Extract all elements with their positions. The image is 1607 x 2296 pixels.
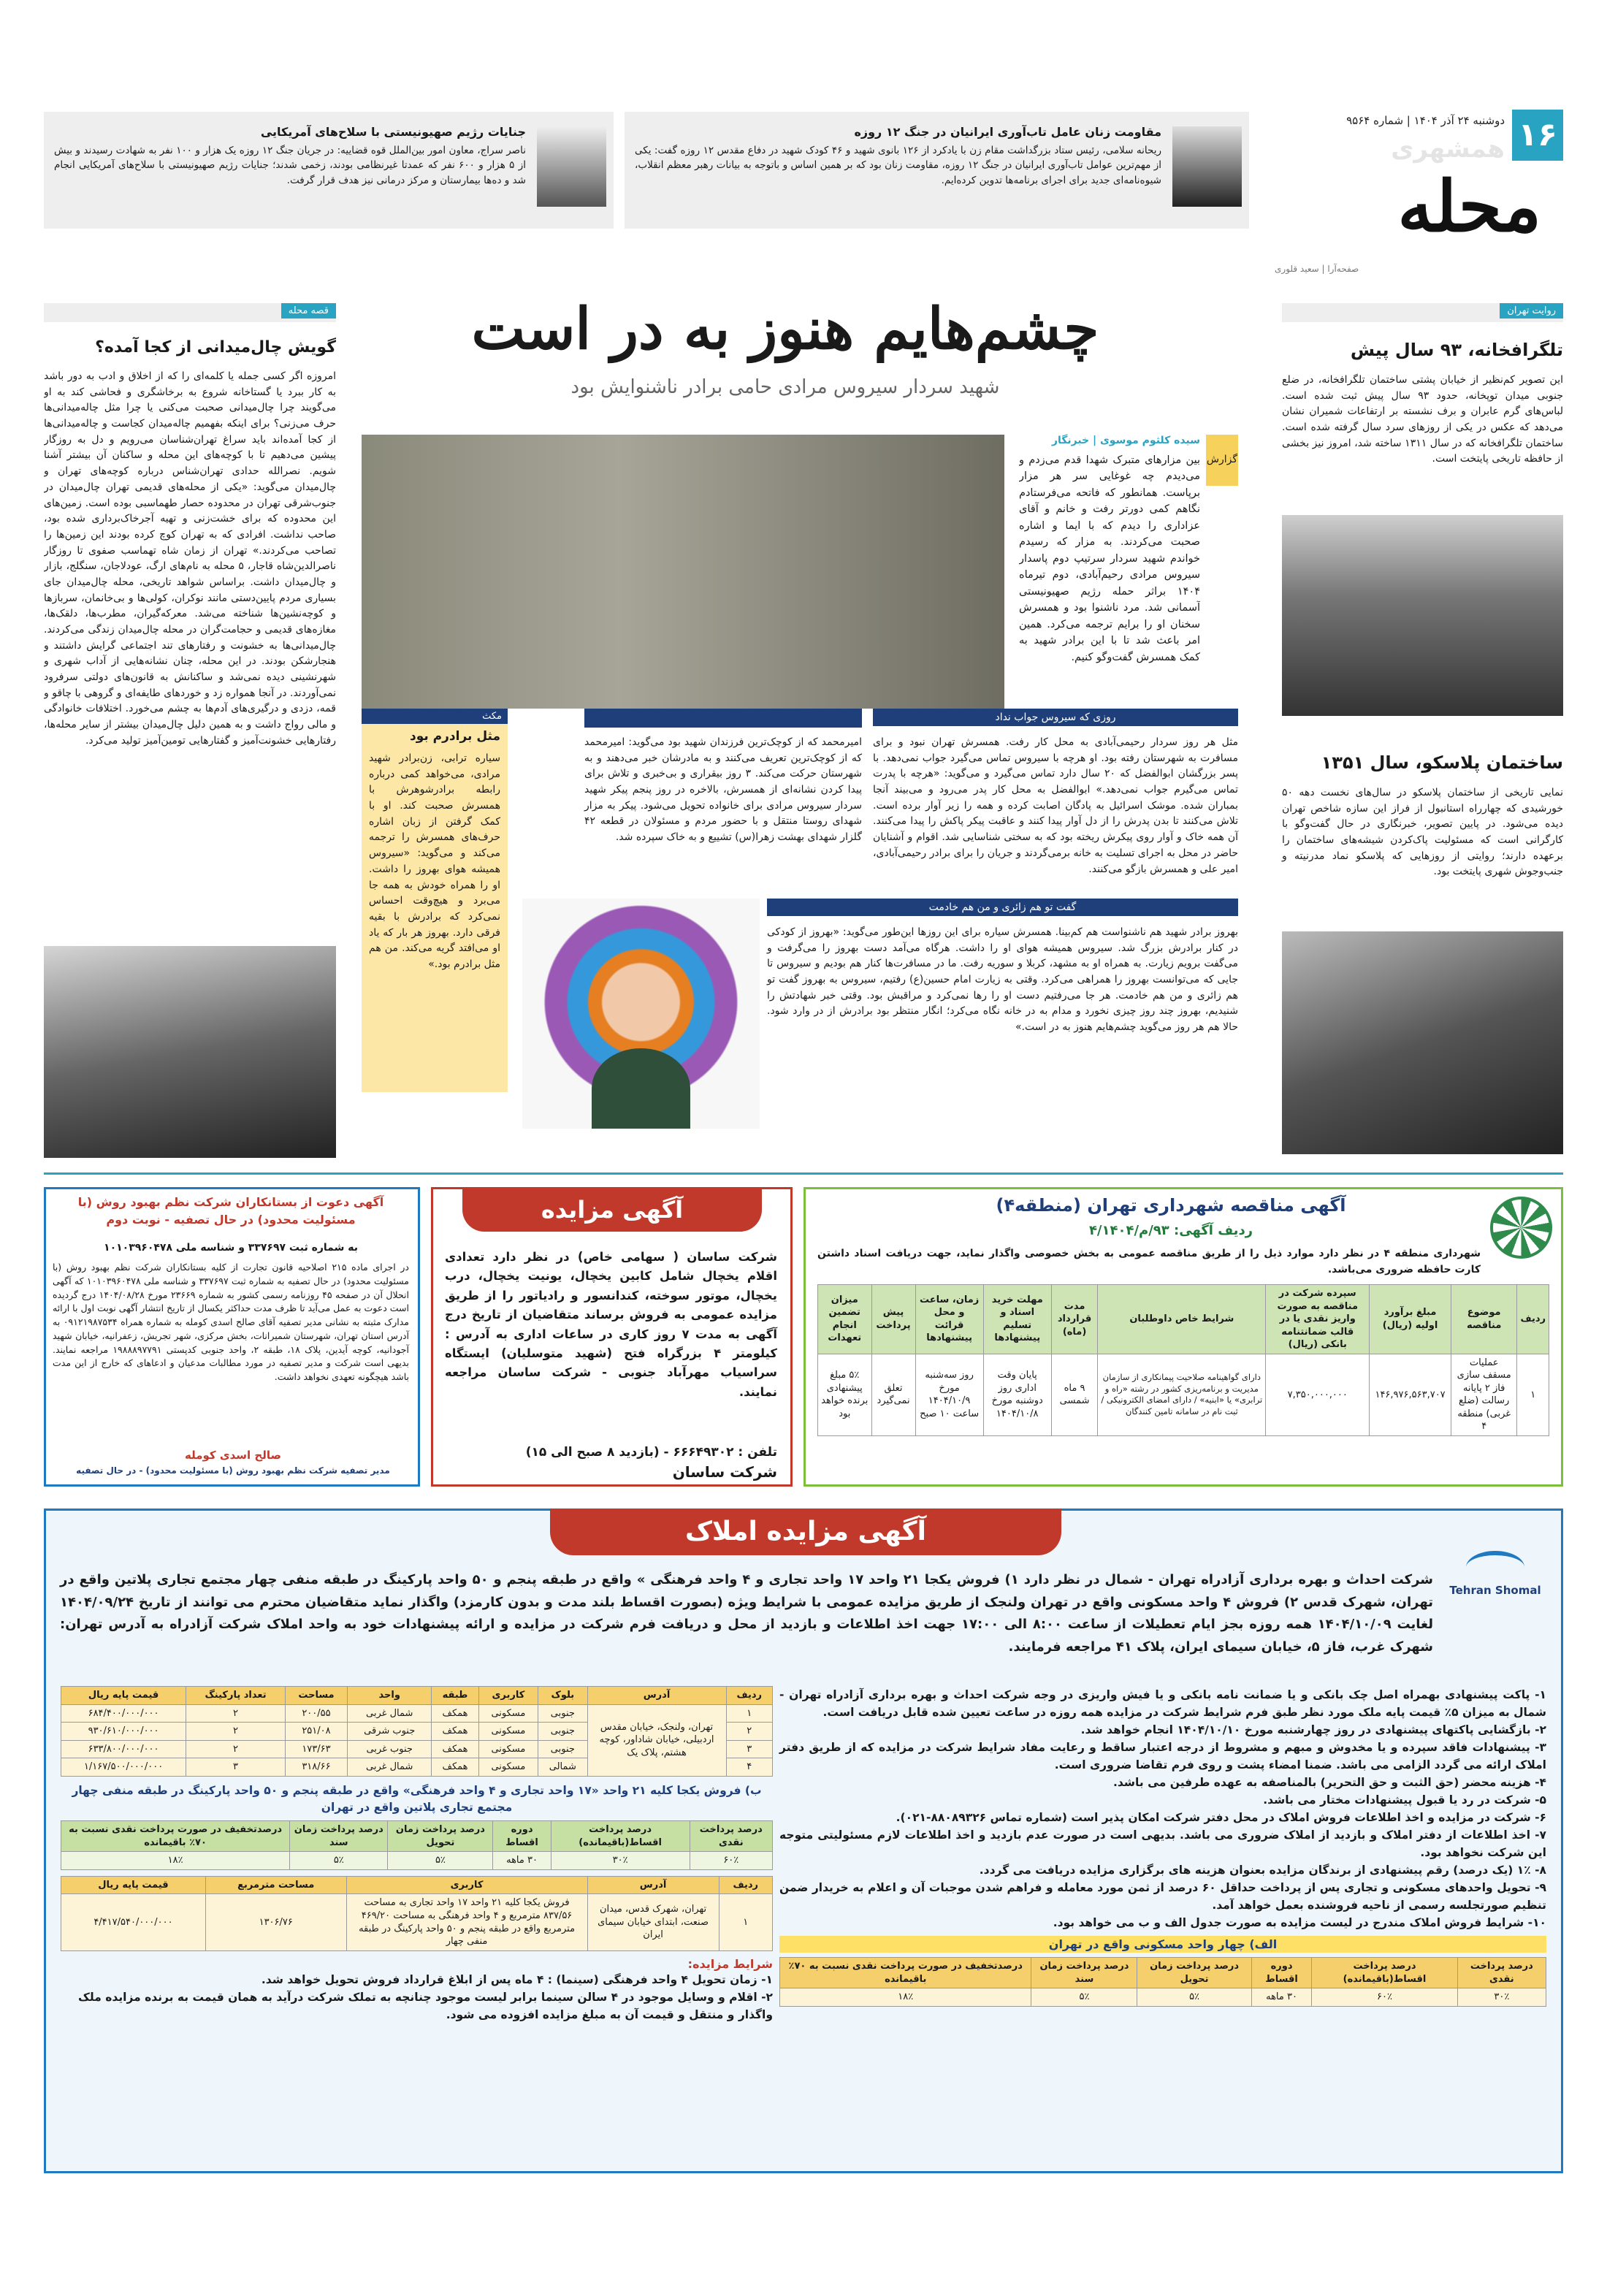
story-title: ساختمان پلاسکو، سال ۱۳۵۱: [1321, 752, 1563, 773]
martyr-portrait: [522, 899, 760, 1129]
th: کاربری: [478, 1687, 538, 1705]
auction-notice: [431, 1187, 793, 1487]
liquidation-notice: [44, 1187, 420, 1487]
td: ۱: [726, 1704, 772, 1723]
th: ردیف: [726, 1687, 772, 1705]
td: ۹ ماه شمسی: [1051, 1354, 1098, 1435]
page-header: [1275, 110, 1563, 274]
story-body: این تصویر کم‌نظیر از خیابان پشتی ساختمان تلگرافخانه، در ضلع جنوبی میدان توپخانه، حدود ۹۳ سال پیش ثبت شده است. لباس‌های گرم عابران و برف نشسته بر ارتفاعات شمیران نشان می‌دهد که عکس در یکی از روزهای سرد سال گرفته شده است. ساختمان تلگرافخانه که در سال ۱۳۱۱ ساخته شد، امروز نیز بخشی از حافظه تاریخی پایتخت است.: [1282, 374, 1563, 465]
issue-date: دوشنبه ۲۴ آذر ۱۴۰۴ | شماره ۹۵۶۴: [1346, 114, 1505, 127]
tender-title: آگهی مناقصه شهرداری تهران (منطقه۴): [996, 1195, 1346, 1216]
th: دوره اقساط: [493, 1821, 551, 1852]
story-text: بهروز برادر شهید هم ناشنواست هم کم‌بینا. همسرش سیاره برای این روزها این‌طور می‌گوید: «بهروز از کودکی در کنار برادرش بزرگ شد. سیروس همیشه هوای او را داشت. هرگاه می‌آمد دست بهروز را می‌گرفت و می‌گفت برویم زیارت. به همراه او به مشهد، کربلا و سوریه رفت. ما در مسافرت‌ها کنار هم بودیم و سیروس تا جایی که می‌توانست بهروز را همراهی می‌کرد. وقتی به زیارت امام حسین(ع) رفتیم، سیروس به بهروز گفت تو هم زائری و من هم خادمت. هر جا می‌رفتیم دست او را رها نمی‌کرد و مراقبش بود. وقتی خبر شهادتش را شنیدیم، بهروز چند روز چیزی نخورد و مدام به در خانه نگاه می‌کرد؛ انگار منتظر بود برادرش از در وارد شود. حالا هم هر روز می‌گوید چشم‌هایم هنوز به در است.»: [767, 926, 1238, 1034]
th: ردیف: [1517, 1285, 1549, 1354]
tender-table: [817, 1284, 1549, 1436]
td: ۴/۴۱۷/۵۴۰/۰۰۰/۰۰۰: [61, 1894, 206, 1950]
td: شمالی: [538, 1758, 587, 1777]
news-title: مقاومت زنان عامل تاب‌آوری ایرانیان در جنگ ۱۲ روزه: [854, 125, 1161, 139]
td: ۱۸٪: [61, 1852, 290, 1870]
estate-tables: [61, 1686, 773, 2024]
condition: ۱۰- شرایط فروش املاک مندرج در لیست مزایده به صورت جدول الف و ب می خواهد بود.: [1053, 1916, 1546, 1930]
th: بلوک: [538, 1687, 587, 1705]
th: طبقه: [432, 1687, 478, 1705]
td: ۶۸۴/۴۰۰/۰۰۰/۰۰۰: [61, 1704, 186, 1723]
news-title: جنایات رژیم صهیونیستی با سلاح‌های آمریکایی: [260, 125, 526, 139]
td: همکف: [432, 1758, 478, 1777]
liq-reg: به شماره ثبت ۳۳۷۶۹۷ و شناسه ملی ۱۰۱۰۳۹۶۰۴۷۸: [104, 1242, 358, 1254]
td: ۶۰٪: [1312, 1988, 1457, 2007]
td: ۳۰٪: [1457, 1988, 1546, 2007]
main-subtitle: شهید سردار سیروس مرادی حامی برادر ناشنوایش بود: [570, 376, 1000, 398]
paper-name: همشهری: [1391, 134, 1505, 164]
condition: ۴- هزینه محضر (حق الثبت و حق التحریر) بالمناصفه به عهده طرفین می باشد.: [1112, 1776, 1546, 1790]
td: مسکونی: [478, 1740, 538, 1758]
main-headline: چشم‌هایم هنوز به در است: [471, 296, 1099, 362]
th: واحد: [347, 1687, 431, 1705]
th: شرایط خاص داوطلبان: [1098, 1285, 1266, 1354]
quote-title: مثل برادرم بود: [410, 729, 500, 744]
td: ۱: [719, 1894, 772, 1950]
th: مدت قرارداد (ماه): [1051, 1285, 1098, 1354]
th: مبلغ برآورد اولیه (ریال): [1370, 1285, 1451, 1354]
td: ۳۰ ماهه: [493, 1852, 551, 1870]
td: ۲: [186, 1740, 286, 1758]
th: تعداد پارکینگ: [186, 1687, 286, 1705]
condition: ۲- بازگشایی پاکتهای پیشنهادی در روز چهارشنبه مورخ ۱۴۰۴/۱۰/۱۰ انجام خواهد شد.: [1080, 1723, 1546, 1737]
td: ۵٪ مبلغ پیشنهادی برنده خواهد بود: [818, 1354, 872, 1435]
news-body: ناصر سراج، معاون امور بین‌الملل قوه قضاییه: در جریان جنگ ۱۲ روزه یک هزار و ۱۰۰ نفر به شهادت رسیدند و بیش از ۵ هزار و ۶۰۰ نفر که عمدتا غیرنظامی بودند، زخمی شدند؛ جنایات رژیم صهیونیستی با سلاح‌های آمریکایی انجام شد و ده‌ها بیمارستان و مرکز درمانی نیز هدف قرار گرفت.: [54, 145, 527, 186]
res-terms-table: [779, 1957, 1546, 2007]
td: همکف: [432, 1704, 478, 1723]
story-part-2: [584, 709, 862, 899]
td: ۱۴۶,۹۷۶,۵۶۳,۷۰۷: [1370, 1354, 1451, 1435]
th: آدرس: [587, 1687, 726, 1705]
liq-sign-sub: مدیر تصفیه شرکت نظم بهبود روش (با مسئولیت محدود) - در حال تصفیه: [76, 1465, 390, 1476]
tender-notice: [804, 1187, 1563, 1487]
th: مساحت: [285, 1687, 347, 1705]
th: قیمت پایه ریال: [61, 1876, 206, 1894]
td: ۱۷۳/۶۳: [285, 1740, 347, 1758]
td: تعلق نمی‌گیرد: [871, 1354, 915, 1435]
td: روز سه‌شنبه مورخ ۱۴۰۴/۱۰/۹ ساعت ۱۰ صبح: [915, 1354, 983, 1435]
td: جنوب غربی: [347, 1740, 431, 1758]
res-caption: الف) چهار واحد مسکونی واقع در تهران: [779, 1936, 1546, 1953]
td: ۳۰٪: [551, 1852, 690, 1870]
th: مساحت مترمربع: [205, 1876, 346, 1894]
liq-body: در اجرای ماده ۲۱۵ اصلاحیه قانون تجارت از کلیه بستانکاران شرکت نظم بهبود روش (با مسئولیت محدود) در حال تصفیه به شماره ثبت ۳۳۷۶۹۷ و شناسه ملی ۱۰۱۰۳۹۶۰۴۷۸ که آگهی انحلال آن در صفحه ۴۵ روزنامه رسمی کشور به شماره ۲۳۶۶۹ مورخ ۱۴۰۴/۰۸/۲۸ درج گردیده است دعوت به عمل می‌آید تا ظرف مدت حداکثر یکسال از تاریخ انتشار آگهی نوبت اول با ارائه مدارک مثبته به نشانی مدیر تصفیه آقای صالح اسدی کومله به شماره همراه ۰۹۱۲۱۹۸۷۵۳۴ به آدرس استان تهران، شهرستان شمیرانات، بخش مرکزی، شهر تجریش، زعفرانیه، خیابان شهید آجودانیه، کوچه آیدین، پلاک ۱۸، طبقه ۲، واحد جنوبی کدپستی ۱۹۸۸۸۹۷۷۹۱ مراجعه نمایند. بدیهی است شرکت و مدیر تصفیه در مورد مطالبات مدعیان و ادعاهای که خارج از این مدت باشد هیچگونه تعهدی نخواهد داشت.: [53, 1262, 409, 1382]
page-number: ۱۶: [1512, 110, 1563, 161]
quote-tag: مکث: [362, 709, 508, 724]
td: پایان وقت اداری روز دوشنبه مورخ ۱۴۰۴/۱۰/۸: [983, 1354, 1051, 1435]
td: همکف: [432, 1723, 478, 1741]
td: ۲: [186, 1723, 286, 1741]
td: ۶۰٪: [690, 1852, 772, 1870]
estate-conditions: [779, 1686, 1546, 2007]
story-text: مثل هر روز سردار رحیمی‌آبادی به محل کار رفت. همسرش تهران نبود و برای مسافرت به شهرستان رفته بود. او هرچه با سیروس تماس می‌گیرد جواب نمی‌دهد. با پسر بزرگشان ابوالفضل که ۲۰ سال دارد تماس می‌گیرد و می‌گوید: «هرچه با پدرت تماس می‌گیرم جواب نمی‌دهد.» ابوالفضل به محل کار پدر می‌رود و می‌بیند آنجا بمباران شده. موشک اسرائیل به پادگان اصابت کرده و همه را زیر آوار برده است. تلاش می‌کنند تا بدن پدرش را از دل آوار پیدا کنند و عاقبت پیکر پاکش را پیدا می‌کنند. آن همه خاک و آوار روی پیکرش ریخته بود که به سختی شناسایی شد. اقوام و آشنایان حاضر در محل به اجرای تسلیت به خانه برمی‌گردند و جریان را برای برادر رحیمی‌آبادی، امیر علی و همسرش بازگو می‌کنند.: [873, 736, 1238, 875]
td: ۵٪: [290, 1852, 388, 1870]
logo-text: Tehran Shomal: [1449, 1584, 1541, 1597]
story-body: نمایی تاریخی از ساختمان پلاسکو در سال‌های نخست دهه ۵۰ خورشیدی که چهارراه استانبول از فراز این سازه شاخص تهران دیده می‌شود. در پایین تصویر، خبرنگاری در حال گفت‌وگو با کارگرانی است که مسئولیت پاک‌کردن شیشه‌های ساختمان را برعهده دارند؛ روایتی از روزهایی که پلاسکو نماد مدرنیته و جنب‌وجوش شهری پایتخت بود.: [1282, 787, 1563, 878]
condition: ۶- شرکت در مزایده و اخذ اطلاعات فروش املاک در محل دفتر شرکت امکان پذیر است (شماره تماس ۸۸۰۸۹۳۲۶-۰۲۱).: [896, 1811, 1546, 1825]
td: مسکونی: [478, 1758, 538, 1777]
td: همکف: [432, 1740, 478, 1758]
telegraph-photo: [1282, 515, 1563, 716]
report: [1019, 435, 1238, 709]
th: درصد پرداخت اقساط(باقیمانده): [551, 1821, 690, 1852]
auction-title: آگهی مزایده: [462, 1188, 762, 1232]
news-photo: [1172, 126, 1242, 207]
estate-auction: [44, 1509, 1563, 2173]
th: دوره اقساط: [1251, 1958, 1312, 1988]
td: مسکونی: [478, 1704, 538, 1723]
news-body: ریحانه سلامی، رئیس ستاد بزرگداشت مقام زن با یادکرد از ۱۲۶ بانوی شهید و ۴۶ کودک شهید در دفاع مقدس ۱۲ روزه گفت: یکی از مهم‌ترین عوامل تاب‌آوری ایرانیان در جنگ ۱۲ روزه، مقاومت زنان بود که بر همین اساس و باتوجه به بیانات رهبر معظم انقلاب، شیوه‌نامه‌ای جدید برای اجرای برنامه‌ها تدوین کرده‌ایم.: [635, 145, 1162, 186]
td: دارای گواهینامه صلاحیت پیمانکاری از سازمان مدیریت و برنامه‌ریزی کشور در رشته «راه و ترابری» یا «ابنیه» / دارای امضای الکترونیکی / ثبت نام در سامانه تامین کنندگان: [1098, 1354, 1266, 1435]
td: فروش یکجا کلیه ۲۱ واحد ۱۷ واحد تجاری به مساحت ۸۳۷/۵۶ مترمربع و ۴ واحد فرهنگی به مساحت ۴۶۹/۲۰ مترمربع واقع در طبقه پنجم و ۵۰ واحد پارکینگ در طبقه منفی چهار: [346, 1894, 587, 1950]
tehran-narrative: [1282, 303, 1563, 1180]
td: ۲۰۰/۵۵: [285, 1704, 347, 1723]
th: درصدتخفیف در صورت پرداخت نقدی نسبت به ۷۰٪ باقیمانده: [61, 1821, 290, 1852]
td: ۴: [726, 1758, 772, 1777]
td: ۷,۳۵۰,۰۰۰,۰۰۰: [1266, 1354, 1370, 1435]
td: ۱: [1517, 1354, 1549, 1435]
th: موضوع مناقصه: [1451, 1285, 1517, 1354]
plasco-photo: [1282, 931, 1563, 1154]
th: پیش پرداخت: [871, 1285, 915, 1354]
condition: ۱- پاکت پیشنهادی بهمراه اصل چک بانکی و یا ضمانت نامه بانکی و یا فیش واریزی در وجه شرکت احداث و بهره برداری آزادراه تهران - شمال به میزان ۵٪ قیمت پایه ملک مورد نظر طبق فرم شرایط شرکت در مزایده همه روزه در ساعت تعیین شده قابل دریافت است.: [779, 1688, 1546, 1720]
td: جنوبی: [538, 1704, 587, 1723]
top-news-1: [625, 112, 1249, 229]
td: ۹۳۰/۶۱۰/۰۰۰/۰۰۰: [61, 1723, 186, 1741]
td: ۵٪: [388, 1852, 493, 1870]
estate-title: آگهی مزایده املاک: [550, 1509, 1061, 1555]
section-tag: روایت تهران: [1500, 303, 1563, 319]
td: شمال غربی: [347, 1704, 431, 1723]
td: ۳: [186, 1758, 286, 1777]
tehran-shomal-logo: [1444, 1551, 1546, 1631]
td: شمال غربی: [347, 1758, 431, 1777]
story-title: تلگرافخانه، ۹۳ سال پیش: [1350, 340, 1563, 360]
tender-ref: ردیف آگهی: ۹۳/م/۴/۱۴۰۴: [1088, 1223, 1253, 1238]
special-title: شرایط مزایده:: [687, 1956, 773, 1971]
td: ۱۸٪: [780, 1988, 1031, 2007]
com-caption: ب) فروش یکجا کلیه ۲۱ واحد «۱۷ واحد تجاری و ۴ واحد فرهنگی» واقع در طبقه پنجم و ۵۰ واحد پارکینگ در طبقه منفی چهار مجتمع تجاری پلاتین واقع در تهران: [72, 1783, 762, 1814]
story-part-3: [767, 899, 1238, 1147]
liq-title: آگهی دعوت از بستانکاران شرکت نظم بهبود روش (با مسئولیت محدود) در حال تصفیه - نوبت دوم: [77, 1195, 384, 1227]
report-body: بین مزارهای متبرک شهدا قدم می‌زدم و می‌دیدم چه غوغایی سر هر مزار برپاست. همانطور که فاتحه می‌فرستادم نگاهم کمی دورتر رفت و خانم و آقای عزاداری را دیدم که با ایما و اشاره صحبت می‌کردند. به مزار که رسیدم خواندم شهید سردار سرتیپ دوم پاسدار سیروس مرادی رحیم‌آبادی، دوم تیرماه ۱۴۰۴ براثر حمله رژیم صهیونیستی آسمانی شد. مرد ناشنوا بود و همسرش سخنان او را برایم ترجمه می‌کرد. همین امر باعث شد تا با این برادر شهید به کمک همسرش گفت‌وگو کنیم.: [1019, 454, 1200, 663]
td: جنوبی: [538, 1740, 587, 1758]
page-editor: صفحه‌آرا | سعید قلوری: [1275, 264, 1359, 274]
th: درصد پرداخت نقدی: [1457, 1958, 1546, 1988]
liq-sign: صالح اسدی کومله: [185, 1449, 281, 1462]
th: درصد پرداخت اقساط(باقیمانده): [1312, 1958, 1457, 1988]
td: عملیات مسقف سازی فاز ۲ پایانه رسالت (ضلع غربی) منطقه ۴: [1451, 1354, 1517, 1435]
th: میزان تضمین انجام تعهدات: [818, 1285, 872, 1354]
estate-intro: شرکت احداث و بهره برداری آزادراه تهران - شمال در نظر دارد ۱) فروش یکجا ۲۱ واحد ۱۷ واحد تجاری و ۴ واحد فرهنگی » واقع در طبقه پنجم و ۵۰ واحد پارکینگ در طبقه منفی چهار مجتمع تجاری پلاتین واقع در تهران، شهرک قدس ۲) فروش ۴ واحد مسکونی واقع در تهران ولنجک از طریق مزایده عمومی با شرایط ویژه (بصورت اقساط بلند مدت و بدون کارمزد) واگذار نماید متقاضیان محترم می توانند از تاریخ ۱۴۰۴/۰۹/۲۴ لغایت ۱۴۰۴/۱۰/۰۹ همه روزه بجز ایام تعطیلات از ساعت ۸:۰۰ الی ۱۷:۰۰ جهت اخذ اطلاعات و بازدید از محل و دریافت فرم شرکت در مزایده و ارائه پیشنهادات خود به واحد املاک شرکت آزادراه به آدرس تهران: شهرک غرب، فاز ۵، خیابان سیمای ایران، پلاک ۴۱ مراجعه فرمایند.: [60, 1572, 1433, 1655]
special-item: ۲- اقلام و وسایل موجود در ۴ سالن سینما برابر لیست موجود چنانچه به تملک شرکت درآید به همان قیمت به برنده مزایده ملک واگذار و منتقل و قیمت آن به مبلغ مزایده افزوده می شود.: [78, 1990, 773, 2021]
th: ردیف: [719, 1876, 772, 1894]
section-tag: قصه محله: [281, 303, 336, 319]
neighborhood-story: [44, 303, 336, 1180]
auction-phone: تلفن : ۶۶۶۴۹۳۰۲ - (بازدید ۸ صبح الی ۱۵): [525, 1445, 777, 1460]
th: قیمت پایه ریال: [61, 1687, 186, 1705]
auction-company: شرکت ساسان: [672, 1463, 777, 1481]
td: ۲: [726, 1723, 772, 1741]
td: ۵٪: [1137, 1988, 1251, 2007]
td: ۶۳۳/۸۰۰/۰۰۰/۰۰۰: [61, 1740, 186, 1758]
td: ۲: [186, 1704, 286, 1723]
th: درصد پرداخت نقدی: [690, 1821, 772, 1852]
td: تهران، شهرک قدس، میدان صنعت، ابتدای خیابان سیمای ایران: [587, 1894, 719, 1950]
th: درصد پرداخت زمان تحویل: [1137, 1958, 1251, 1988]
td: جنوب شرقی: [347, 1723, 431, 1741]
th: کاربری: [346, 1876, 587, 1894]
td: مسکونی: [478, 1723, 538, 1741]
td: ۳۰ ماهه: [1251, 1988, 1312, 2007]
com-terms-table: [61, 1820, 773, 1870]
th: سپرده شرکت در مناقصه به صورت واریز نقدی یا در قالب ضمانتنامه بانکی (ریال): [1266, 1285, 1370, 1354]
td: ۳: [726, 1740, 772, 1758]
subhead-bar: روزی که سیروس جواب نداد: [873, 709, 1238, 726]
th: زمان، ساعت و محل قرائت پیشنهادها: [915, 1285, 983, 1354]
special-item: ۱- زمان تحویل ۴ واحد فرهنگی (سینما) : ۴ ماه پس از ابلاغ قرارداد فروش تحویل خواهد شد.: [261, 1972, 773, 1986]
chalmeydan-photo: [44, 946, 336, 1158]
th: آدرس: [587, 1876, 719, 1894]
th: درصد پرداخت زمان سند: [290, 1821, 388, 1852]
td: جنوبی: [538, 1723, 587, 1741]
report-tag: گزارش: [1206, 435, 1238, 486]
report-author: سیده کلثوم موسوی | خبرنگار: [1051, 435, 1200, 446]
section-logo: محله: [1397, 165, 1541, 248]
condition: ۳- پیشنهادات فاقد سپرده و یا مخدوش و مبهم و مشروط از درجه اعتبار ساقط و رعایت مفاد شرایط شرکت در مزایده که از طریق دفتر املاک ارائه می گردد الزامی می باشد. ضمنا امضاء پشت و روی فرم تقاضا ضروری است.: [779, 1741, 1546, 1772]
story-title: گویش چال‌میدانی از کجا آمده؟: [95, 338, 336, 356]
td: ۵٪: [1031, 1988, 1137, 2007]
news-photo: [537, 126, 606, 207]
story-text: امیرمحمد که از کوچک‌ترین فرزندان شهید بود می‌گوید: امیرمحمد که از کوچک‌ترین تعریف می‌کنند و به مادرشان خبر می‌دهند و به شهرستان حرکت می‌کند. ۳ روز بیقراری و بی‌خبری و تلاش برای پیدا کردن نشانه‌ای از همسرش، بالاخره در روز پنجم پیکر شهید سردار سیروس مرادی برای خانواده تحویل می‌شود. پیکر به مزار شهدای روستا منتقل و با حضور مردم و مسئولان در قطعه ۴۲ گلزار شهدای بهشت زهرا(س) تشییع و به خاک سپرده شد.: [584, 736, 862, 844]
com-table: [61, 1876, 773, 1951]
story-body: امروزه اگر کسی جمله یا کلمه‌ای را که از اخلاق و ادب به دور باشد به کار ببرد یا گستاخانه شروع به برخاشگری و فحاشی کند به او می‌گویند چرا چال‌میدانی صحبت می‌کنی یا چرا مثل چاله‌میدانی‌ها حرف می‌زنی؟ برای اینکه بفهمیم چاله‌میدان کجاست و چاله‌میدانی‌ها از کجا آمده‌اند باید سراغ تهران‌شناسان می‌رویم و دل به روزگار پیشین می‌دهیم تا با کوچه‌های این محله و ساکنان آن بیشتر آشنا شویم. نصرالله حدادی تهران‌شناس درباره کوچه‌های تهران و چال‌میدان می‌گوید: «یکی از محله‌های قدیمی تهران چال‌میدان در جنوب‌شرقی تهران در محدوده حصار طهماسبی بوده است. زمین‌های این محدوده که برای خشت‌زنی و تهیه آجرخاک‌برداری شده بود، صاحب نداشت. افرادی که به تهران کوچ کرده بودند این زمین‌ها را تصاحب می‌کردند.» تهران از زمان شاه تهماسب صفوی تا روزگار ناصرالدین‌شاه قاجار، ۵ محله به نام‌های ارگ، عودلاجان، سنگلج، بازار و چال‌میدان داشت. براساس شواهد تاریخی، محله چال‌میدان جای بسیاری مردم پایین‌دستی مانند نوکران، کولی‌ها و بی‌خانمان، سربازها و کوچه‌نشین‌ها شناخته می‌شد. معرکه‌گیران، مطرب‌ها، دلقک‌ها، مغازه‌های قدیمی و حجامت‌گران در محله چال‌میدان زندگی می‌کردند. چال‌میدانی‌ها به خشونت و رفتارهای تند اجتماعی گرایش داشتند و هنجارشکن بودند. در این محله، چنان نشانه‌هایی از آداب شهری و شهرنشینی دیده نمی‌شد و ساکنانش به قانون‌های دولتی سرفرود نمی‌آوردند. در آنجا همواره زد و خوردهای طایفه‌ای و گروهی با چاقو و قمه، دزدی و درگیری‌های آدم‌ها به چشم می‌خورد. اختلافات خانوادگی و مالی رواج داشت و به همین دلیل چال‌میدان بیشتر از سایر محله‌ها، رفتارهایی خشونت‌آمیز و گفتارهایی تومین‌آمیز تولید می‌کرد.: [44, 370, 336, 747]
th: درصد پرداخت زمان سند: [1031, 1958, 1137, 1988]
condition: ۸- ۱٪ (یک درصد) رقم پیشنهادی از برندگان مزایده بعنوان هزینه های برگزاری مزایده دریافت می گردد.: [979, 1864, 1546, 1877]
main-photo: [362, 435, 1004, 709]
th: درصد پرداخت زمان تحویل: [388, 1821, 493, 1852]
condition: ۷- اخذ اطلاعات از دفتر املاک و بازدید از املاک ضروری می باشد. بدیهی است در صورت عدم بازدید و اخذ اطلاعات لازم مسئولیتی متوجه این شرکت نخواهد بود.: [779, 1828, 1546, 1860]
condition: ۹- تحویل واحدهای مسکونی و تجاری پس از پرداخت حداقل ۶۰ درصد از ثمن مورد معامله و فراهم شدن موجبات آن و اعلام به خریدار ضمن تنظیم صورتجلسه رسمی از ناحیه فروشنده بعمل خواهد آمد.: [779, 1881, 1546, 1912]
td: ۲۵۱/۰۸: [285, 1723, 347, 1741]
auction-body: شرکت ساسان ( سهامی خاص) در نظر دارد تعدادی اقلام یخچال شامل کابین یخچال، یونیت یخچال، درب یخچال، موتور سوخته، کندانسور و رادیاتور را از طریق مزایده عمومی به فروش برساند متقاضیان از تاریخ درج آگهی به مدت ۷ روز کاری در ساعات اداری به آدرس : کیلومتر ۴ بزرگراه فتح (شهید متوسلیان) ایستگاه سراسیاب مهرآباد جنوبی - شرکت ساسان مراجعه نمایند.: [445, 1250, 777, 1399]
res-table: [61, 1686, 773, 1777]
td: ۱۳۰۶/۷۶: [205, 1894, 346, 1950]
tehran-municipality-logo: [1490, 1197, 1552, 1259]
th: مهلت خرید اسناد و تسلیم پیشنهادها: [983, 1285, 1051, 1354]
logo-mark-icon: [1466, 1551, 1524, 1584]
condition: ۵- شرکت در رد یا قبول پیشنهادات مختار می باشد.: [1263, 1793, 1546, 1807]
quote-body: سیاره ترابی، زن‌برادر شهید مرادی، می‌خواهد کمی درباره رابطه برادرشوهرش با همسرش صحبت کند. او با کمک گرفتن از زبان اشاره حرف‌های همسرش را ترجمه می‌کند و می‌گوید: «سیروس همیشه هوای بهروز را داشت. او را همراه خودش به همه جا می‌برد و هیچ‌وقت احساس نمی‌کرد که برادرش با بقیه فرقی دارد. بهروز هر بار که یاد او می‌افتد گریه می‌کند. من هم مثل برادرم بود.»: [369, 752, 500, 970]
subhead-bar: گفت تو هم زائری و من هم خادمت: [767, 899, 1238, 916]
th: درصدتخفیف در صورت پرداخت نقدی نسبت به ۷۰٪ باقیمانده: [780, 1958, 1031, 1988]
tender-intro: شهرداری منطقه ۴ در نظر دارد موارد ذیل را از طریق مناقصه عمومی به بخش خصوصی واگذار نماید، جهت دریافت اسناد داشتن کارت حافظه ضروری می‌باشد.: [817, 1248, 1481, 1275]
td: تهران، ولنجک، خیابان مقدس اردبیلی، خیابان شاداور، کوچه هشتم، پلاک یک: [587, 1704, 726, 1776]
td: ۳۱۸/۶۶: [285, 1758, 347, 1777]
quote-box: [362, 709, 508, 1092]
td: ۱/۱۶۷/۵۰۰/۰۰۰/۰۰۰: [61, 1758, 186, 1777]
top-news-2: [44, 112, 614, 229]
